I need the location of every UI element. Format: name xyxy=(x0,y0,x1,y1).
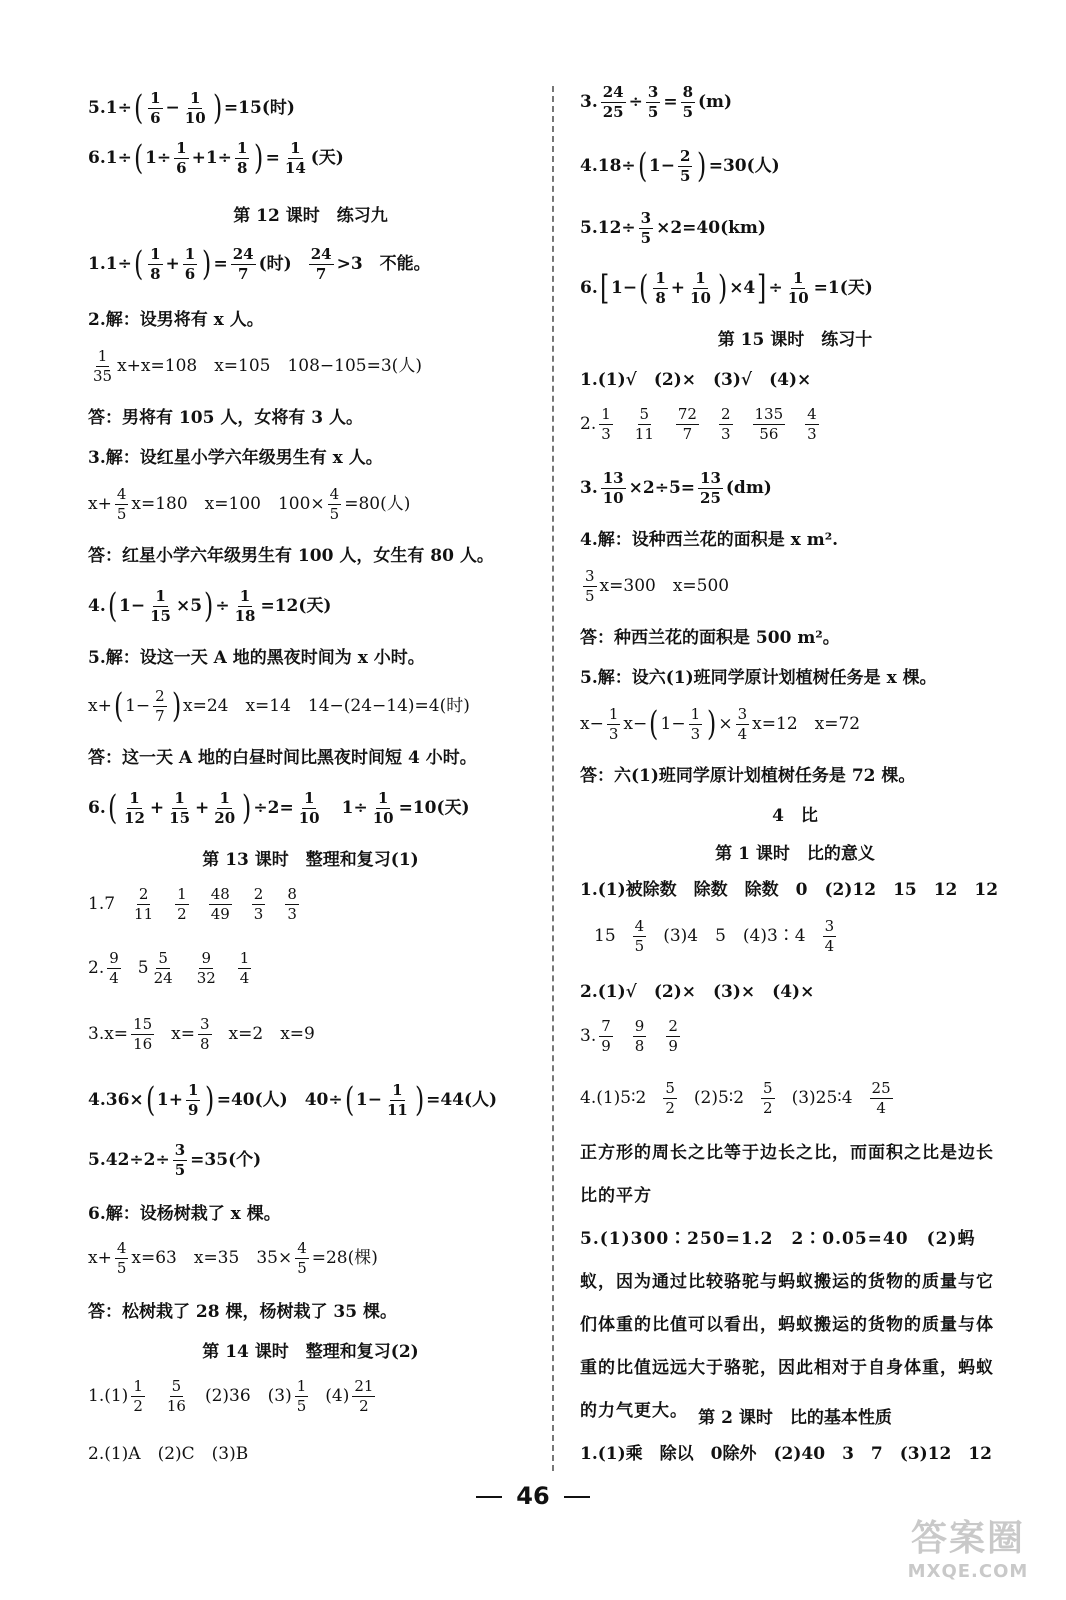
answer-line: 2.解：设男将有 x 人。 xyxy=(88,310,264,330)
answer-line: 3.解：设红星小学六年级男生有 x 人。 xyxy=(88,448,383,468)
answer-line: 5.12÷ $\frac{3}{5}$ ×2=40(km) xyxy=(580,209,766,247)
answer-line: 5.1÷ ( $\frac{1}{6}$ − $\frac{1}{10}$ ) =15(时) xyxy=(88,88,295,128)
answer-line: 2.(1)A (2)C (3)B xyxy=(88,1444,249,1464)
answer-line: 3. $\frac{24}{25}$ ÷ $\frac{3}{5}$ = $\frac{8}{5}$ (m) xyxy=(580,83,733,121)
answer-line: 3. $\frac{13}{10}$ ×2÷5= $\frac{13}{25}$ (dm) xyxy=(580,469,772,507)
answer-line: 2. $\frac{9}{4}$ 5 $\frac{5}{24}$ $\frac{9}{32}$ $\frac{1}{4}$ xyxy=(88,949,250,987)
answer-line: 1.(1)被除数 除数 除数 0 (2)12 15 12 12 xyxy=(580,880,999,900)
answer-line: 1.7 $\frac{2}{11}$ $\frac{1}{2}$ $\frac{48}{49}$ $\frac{2}{3}$ $\frac{8}{3}$ xyxy=(88,885,297,923)
answer-line: 2. $\frac{1}{3}$ $\frac{5}{11}$ $\frac{72}{7}$ $\frac{2}{3}$ $\frac{135}{56}$ $\frac{4}{3}$ xyxy=(580,405,817,443)
section-heading: 第 1 课时 比的意义 xyxy=(715,844,875,864)
answer-line: $\frac{1}{35}$ x+x=108 x=105 108−105=3(人) xyxy=(93,347,422,385)
answer-line: 答：六(1)班同学原计划植树任务是 72 棵。 xyxy=(580,766,916,786)
section-heading: 第 2 课时 比的基本性质 xyxy=(698,1408,892,1428)
answer-line: 6.解：设杨树栽了 x 棵。 xyxy=(88,1204,281,1224)
chapter-heading: 4 比 xyxy=(772,806,818,826)
answer-line: 4. ( 1− $\frac{1}{15}$ ×5 ) ÷ $\frac{1}{18}$ =12(天) xyxy=(88,586,332,626)
answer-line: x+ $\frac{4}{5}$ x=180 x=100 100× $\frac{4}{5}$ =80(人) xyxy=(88,485,411,523)
answer-paragraph: 5.(1)300∶250=1.2 2∶0.05=40 (2)蚂蚁，因为通过比较骆驼与蚂蚁搬运的货物的质量与它们体重的比值可以看出，蚂蚁搬运的货物的质量与体重的比值远远大于骆驼，因此相对于自身体重，蚂蚁的力气更大。 xyxy=(580,1229,994,1421)
answer-line: x− $\frac{1}{3}$ x− ( 1− $\frac{1}{3}$ ) × $\frac{3}{4}$ x=12 x=72 xyxy=(580,704,861,744)
watermark-url: MXQE.COM xyxy=(907,1561,1029,1582)
answer-line: 4.18÷ ( 1− $\frac{2}{5}$ ) =30(人) xyxy=(580,146,780,186)
answer-line: 5.解：设这一天 A 地的黑夜时间为 x 小时。 xyxy=(88,648,425,668)
answer-paragraph: 正方形的周长之比等于边长之比，而面积之比是边长比的平方 xyxy=(580,1143,994,1206)
section-heading: 第 12 课时 练习九 xyxy=(233,206,388,226)
answer-line: 3. $\frac{7}{9}$ $\frac{9}{8}$ $\frac{2}{9}$ xyxy=(580,1017,678,1055)
section-heading: 第 15 课时 练习十 xyxy=(717,330,873,350)
answer-line: 6. [ 1− ( $\frac{1}{8}$ + $\frac{1}{10}$ ) ×4 ] ÷ $\frac{1}{10}$ =1(天) xyxy=(580,268,873,308)
answer-line: $\frac{3}{5}$ x=300 x=500 xyxy=(585,567,730,605)
answer-line: 答：这一天 A 地的白昼时间比黑夜时间短 4 小时。 xyxy=(88,748,477,768)
answer-line: 答：种西兰花的面积是 500 m²。 xyxy=(580,628,840,648)
column-divider xyxy=(552,86,554,1471)
answer-line: 答：男将有 105 人，女将有 3 人。 xyxy=(88,408,363,428)
answer-line: 5.解：设六(1)班同学原计划植树任务是 x 棵。 xyxy=(580,668,937,688)
answer-line: 4.解：设种西兰花的面积是 x m². xyxy=(580,530,839,550)
answer-line: 1.(1)√ (2)× (3)√ (4)× xyxy=(580,370,812,390)
answer-line: 1.(1) $\frac{1}{2}$ $\frac{5}{16}$ (2)36 (3) $\frac{1}{5}$ (4) $\frac{21}{2}$ xyxy=(88,1377,374,1415)
answer-line: 1.1÷ ( $\frac{1}{8}$ + $\frac{1}{6}$ ) = $\frac{24}{7}$ (时) $\frac{24}{7}$ >3 不能。 xyxy=(88,244,431,284)
answer-line: 6. ( $\frac{1}{12}$ + $\frac{1}{15}$ + $\frac{1}{20}$ ) ÷2= $\frac{1}{10}$ 1÷ $\frac{1}{10}$ =10(天) xyxy=(88,788,470,828)
answer-line: 答：松树栽了 28 棵，杨树栽了 35 棵。 xyxy=(88,1302,397,1322)
section-heading: 第 13 课时 整理和复习(1) xyxy=(202,850,419,870)
answer-line: 5.42÷2÷ $\frac{3}{5}$ =35(个) xyxy=(88,1141,262,1179)
section-heading: 第 14 课时 整理和复习(2) xyxy=(202,1342,419,1362)
answer-line: 3.x= $\frac{15}{16}$ x= $\frac{3}{8}$ x=2 x=9 xyxy=(88,1015,315,1053)
answer-line: 答：红星小学六年级男生有 100 人，女生有 80 人。 xyxy=(88,546,494,566)
watermark-logo xyxy=(888,1510,1048,1588)
answer-line: 6.1÷ ( 1÷ $\frac{1}{6}$ +1÷ $\frac{1}{8}$ ) = $\frac{1}{14}$ (天) xyxy=(88,138,344,178)
answer-line: 4.(1)5∶2 $\frac{5}{2}$ (2)5∶2 $\frac{5}{2}$ (3)25∶4 $\frac{25}{4}$ xyxy=(580,1079,891,1117)
watermark-logo-text: 答案圈 xyxy=(910,1518,1025,1559)
page-number: 46 xyxy=(0,1482,1066,1510)
answer-line: 4.36× ( 1+ $\frac{1}{9}$ ) =40(人) 40÷ ( 1− $\frac{1}{11}$ ) =44(人) xyxy=(88,1080,498,1120)
answer-line: 1.(1)乘 除以 0除外 (2)40 3 7 (3)12 12 xyxy=(580,1444,992,1464)
answer-line: 2.(1)√ (2)× (3)× (4)× xyxy=(580,982,815,1002)
answer-line: x+ ( 1− $\frac{2}{7}$ ) x=24 x=14 14−(24−14)=4(时) xyxy=(88,686,470,726)
answer-line: 15 $\frac{4}{5}$ (3)4 5 (4)3∶4 $\frac{3}{4}$ xyxy=(594,917,835,955)
answer-line: x+ $\frac{4}{5}$ x=63 x=35 35× $\frac{4}{5}$ =28(棵) xyxy=(88,1239,378,1277)
